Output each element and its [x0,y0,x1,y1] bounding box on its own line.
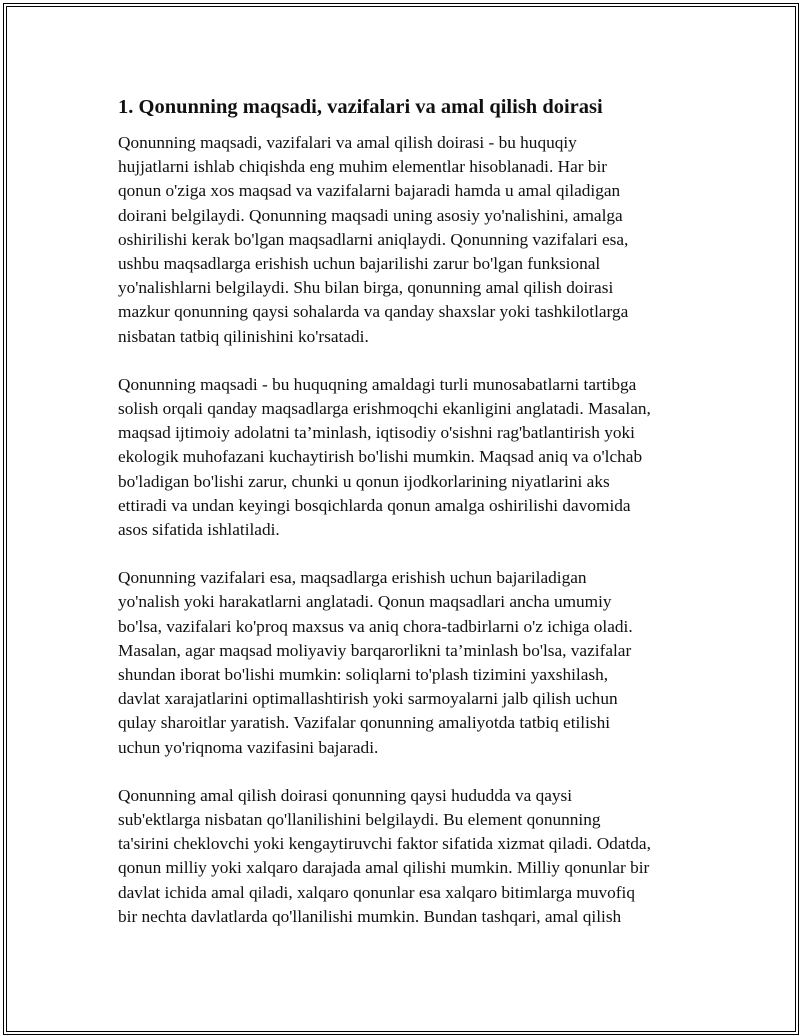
text-line: qulay sharoitlar yaratish. Vazifalar qonunning amaliyotda tatbiq etilishi [118,713,611,733]
text-line: davlat ichida amal qiladi, xalqaro qonunlar esa xalqaro bitimlarga muvofiq [118,882,635,902]
text-line: Qonunning maqsadi - bu huquqning amaldagi turli munosabatlarni tartibga [118,374,637,394]
text-line: shundan iborat bo'lishi mumkin: soliqlarni to'plash tizimini yaxshilash, [118,665,609,685]
text-line: yo'nalish yoki harakatlarni anglatadi. Qonun maqsadlari ancha umumiy [118,592,612,612]
text-line: ta'sirini cheklovchi yoki kengaytiruvchi faktor sifatida xizmat qiladi. Odatda, [118,834,651,854]
text-line: qonun milliy yoki xalqaro darajada amal qilishi mumkin. Milliy qonunlar bir [118,858,650,878]
text-line: nisbatan tatbiq qilinishini ko'rsatadi. [118,326,369,346]
text-line: hujjatlarni ishlab chiqishda eng muhim elementlar hisoblanadi. Har bir [118,157,608,177]
paragraph-1 [118,131,688,349]
text-line: bir nechta davlatlarda qo'llanilishi mumkin. Bundan tashqari, amal qilish [118,906,622,926]
text-line: uchun yo'riqnoma vazifasini bajaradi. [118,737,379,757]
section-title: 1. Qonunning maqsadi, vazifalari va amal qilish doirasi [118,96,603,118]
paragraph-2 [118,373,688,542]
text-line: sub'ektlarga nisbatan qo'llanilishini belgilaydi. Bu element qonunning [118,810,601,830]
text-line: maqsad ijtimoiy adolatni ta’minlash, iqtisodiy o'sishni rag'batlantirish yoki [118,423,635,443]
text-line: asos sifatida ishlatiladi. [118,520,280,540]
text-line: Qonunning amal qilish doirasi qonunning qaysi hududda va qaysi [118,785,573,805]
text-line: doirani belgilaydi. Qonunning maqsadi uning asosiy yo'nalishini, amalga [118,205,623,225]
text-line: mazkur qonunning qaysi sohalarda va qanday shaxslar yoki tashkilotlarga [118,302,629,322]
text-line: yo'nalishlarni belgilaydi. Shu bilan birga, qonunning amal qilish doirasi [118,278,614,298]
paragraph-4 [118,784,688,929]
text-line: ekologik muhofazani kuchaytirish bo'lishi mumkin. Maqsad aniq va o'lchab [118,447,643,467]
paragraph-3 [118,566,688,760]
text-line: ushbu maqsadlarga erishish uchun bajarilishi zarur bo'lgan funksional [118,254,601,274]
text-line: qonun o'ziga xos maqsad va vazifalarni bajaradi hamda u amal qiladigan [118,181,621,201]
text-line: bo'lsa, vazifalari ko'proq maxsus va aniq chora-tadbirlarni o'z ichiga oladi. [118,616,633,636]
text-line: oshirilishi kerak bo'lgan maqsadlarni aniqlaydi. Qonunning vazifalari esa, [118,229,629,249]
text-line: davlat xarajatlarini optimallashtirish yoki sarmoyalarni jalb qilish uchun [118,689,618,709]
text-line: Qonunning maqsadi, vazifalari va amal qilish doirasi - bu huquqiy [118,133,577,152]
paragraphs-container [118,131,688,929]
text-line: ettiradi va undan keyingi bosqichlarda qonun amalga oshirilishi davomida [118,495,631,515]
text-line: Qonunning vazifalari esa, maqsadlarga erishish uchun bajariladigan [118,568,587,588]
document-body [118,94,688,953]
text-line: solish orqali qanday maqsadlarga erishmoqchi ekanligini anglatadi. Masalan, [118,399,651,419]
text-line: bo'ladigan bo'lishi zarur, chunki u qonun ijodkorlarining niyatlarini aks [118,471,610,491]
text-line: Masalan, agar maqsad moliyaviy barqarorlikni ta’minlash bo'lsa, vazifalar [118,640,632,660]
